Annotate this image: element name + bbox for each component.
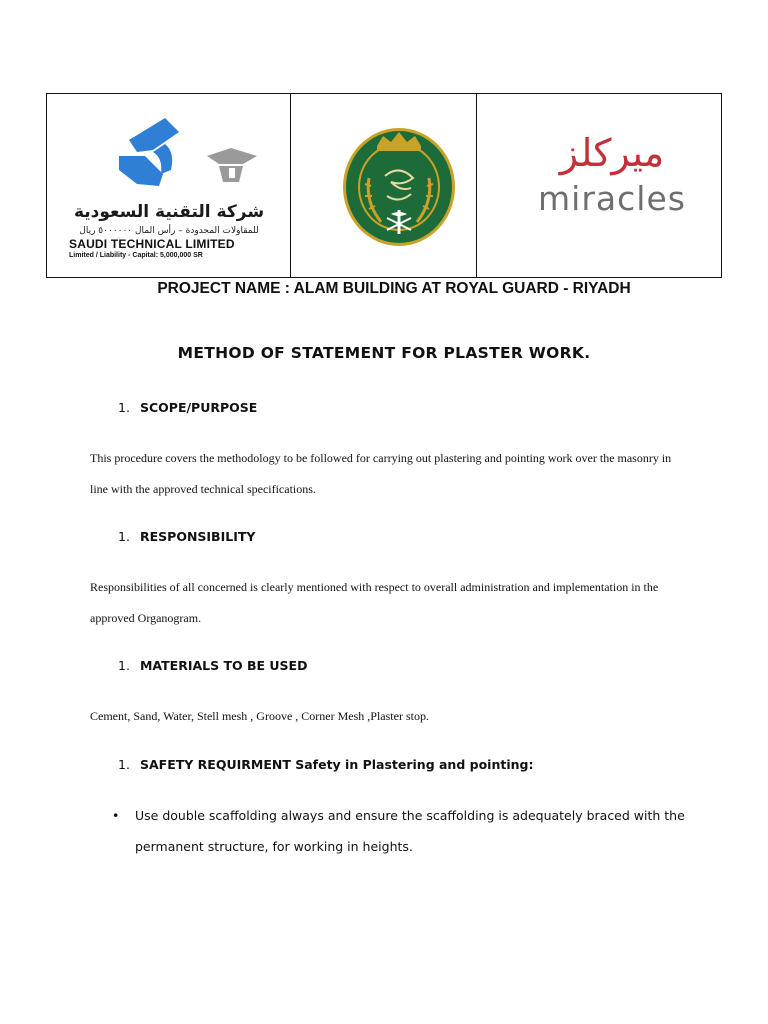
section-number: 1. [118,400,130,415]
section-heading-materials [118,658,307,673]
project-name: PROJECT NAME : ALAM BUILDING AT ROYAL GUARD - RIYADH [157,280,631,297]
miracles-arabic-logo: ميركلز [559,131,665,175]
section-heading-responsibility [118,529,255,544]
section-heading-scope [118,400,257,415]
royal-guard-seal-icon [341,126,457,248]
bullet-text: Use double scaffolding always and ensure the scaffolding is adequately braced with the permanent structure, for working in heights. [135,808,685,854]
stl-logo-cell [47,94,291,277]
stl-capital-line: Limited / Liability - Capital: 5,000,000 SR [69,252,203,259]
section-number: 1. [118,757,130,772]
section-heading-label: SCOPE/PURPOSE [139,400,258,415]
section-body-responsibility: Responsibilities of all concerned is clearly mentioned with respect to overall administration and implementation in the approved Organogram. [90,580,659,625]
document-title: METHOD OF STATEMENT FOR PLASTER WORK. [177,344,591,362]
logo-header-table [46,93,722,278]
bullet-icon: • [112,808,120,823]
stl-arabic-name: شركة التقنية السعودية [73,202,265,222]
royal-guard-seal-cell [291,94,477,277]
section-heading-label: MATERIALS TO BE USED [139,658,308,673]
section-heading-label: SAFETY REQUIRMENT [139,757,291,772]
section-number: 1. [118,658,130,673]
section-body-materials: Cement, Sand, Water, Stell mesh , Groove , Corner Mesh ,Plaster stop. [90,709,429,723]
section-heading-subtitle: Safety in Plastering and pointing: [290,757,534,772]
miracles-logo-cell [477,94,721,277]
section-body-scope: This procedure covers the methodology to be followed for carrying out plastering and pointing work over the masonry in line with the approved technical specifications. [90,451,672,496]
section-heading-safety [118,757,533,772]
miracles-latin-logo: miracles [538,179,686,218]
stl-company-name: SAUDI TECHNICAL LIMITED [69,237,235,251]
stl-arabic-subtitle: للمقاولات المحدودة – رأس المال ٥٠٠٠٠٠٠ ريال [79,226,259,236]
section-heading-label: RESPONSIBILITY [139,529,256,544]
safety-bullet-item [112,800,692,862]
section-number: 1. [118,529,130,544]
